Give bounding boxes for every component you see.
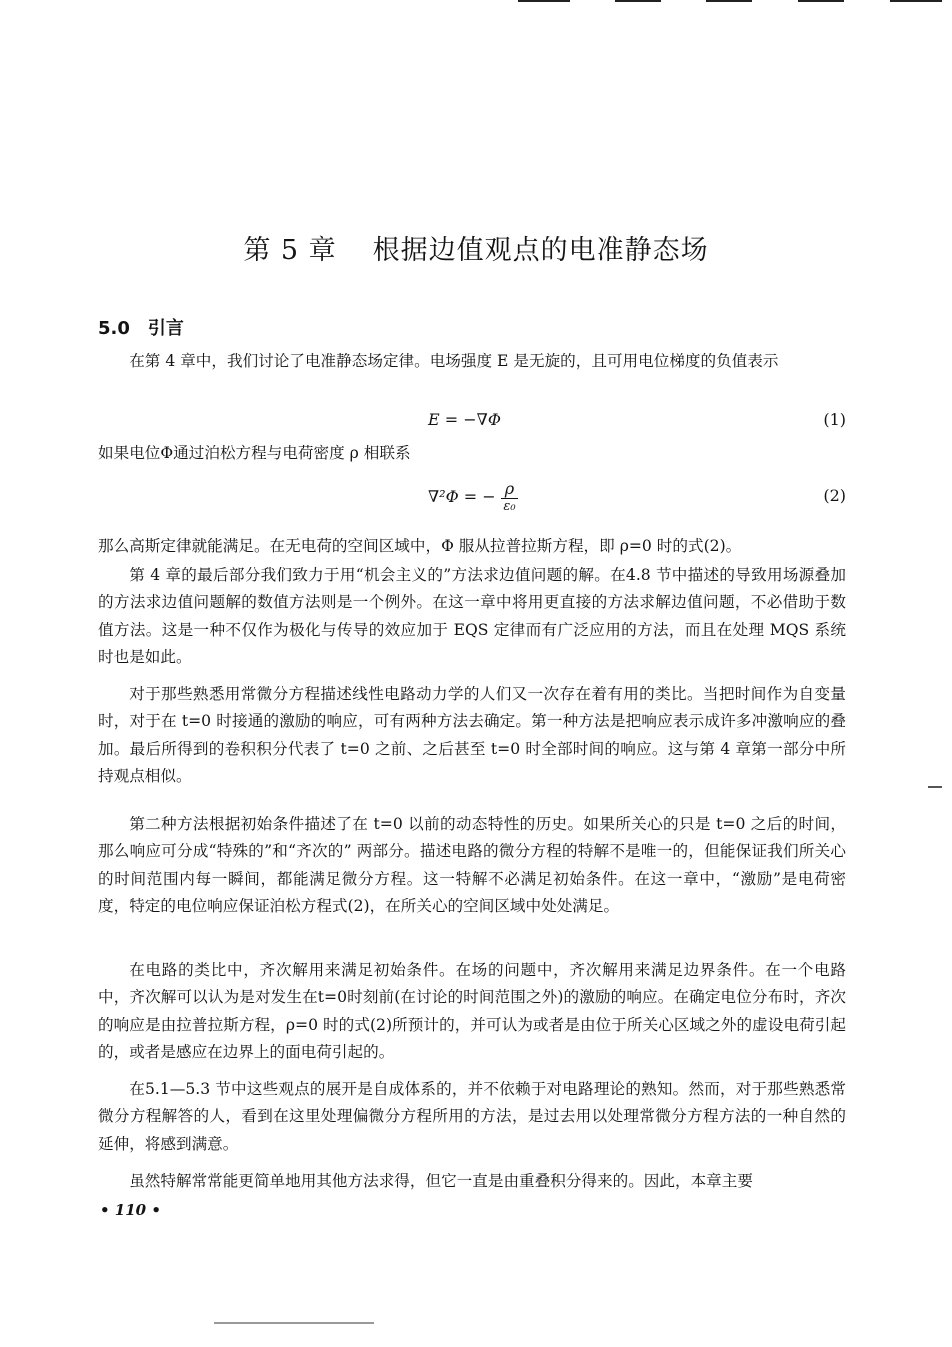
top-rule	[518, 0, 570, 2]
paragraph: 那么高斯定律就能满足。在无电荷的空间区域中，Φ 服从拉普拉斯方程，即 ρ=0 时的式(2)。	[98, 537, 742, 555]
equation-lhs: ∇²Φ	[428, 487, 459, 506]
page-number: • 110 •	[100, 1201, 161, 1219]
bottom-scan-mark	[214, 1322, 374, 1324]
paragraph: 在5.1—5.3 节中这些观点的展开是自成体系的，并不依赖于对电路理论的熟知。然而，对于那些熟悉常微分方程解答的人，看到在这里处理偏微分方程所用的方法，是过去用以处理常微分方程方法的一种自然的延伸，将感到满意。	[98, 1080, 846, 1153]
fraction-denominator: ε₀	[503, 499, 516, 514]
paragraph: 如果电位Φ通过泊松方程与电荷密度 ρ 相联系	[98, 444, 411, 462]
paragraph: 对于那些熟悉用常微分方程描述线性电路动力学的人们又一次存在着有用的类比。当把时间作为自变量时，对于在 t=0 时接通的激励的响应，可有两种方法去确定。第一种方法是把响应表示成许多冲激响应的叠加。最后所得到的卷积积分代表了 t=0 之前、之后甚至 t=0 时全部时间的响应。这与第 4 章第一部分中所持观点相似。	[98, 685, 846, 785]
top-rule	[890, 0, 942, 2]
equation-operator: = −	[463, 487, 496, 506]
equation-1	[428, 410, 501, 429]
section-number: 5.0	[98, 318, 130, 339]
paragraph: 虽然特解常常能更简单地用其他方法求得，但它一直是由重叠积分得来的。因此，本章主要	[129, 1172, 753, 1190]
equation-number: (2)	[823, 486, 846, 505]
equation-lhs: E	[428, 410, 440, 429]
paragraph: 第 4 章的最后部分我们致力于用“机会主义的”方法求边值问题的解。在4.8 节中描述的导致用场源叠加的方法求边值问题解的数值方法则是一个例外。在这一章中将用更直接的方法求解边值问题，不必借助于数值方法。这是一种不仅作为极化与传导的效应加于 EQS 定律而有广泛应用的方法，而且在处理 MQS 系统时也是如此。	[98, 566, 846, 666]
section-title: 引言	[147, 318, 184, 339]
paragraph: 在电路的类比中，齐次解用来满足初始条件。在场的问题中，齐次解用来满足边界条件。在一个电路中，齐次解可以认为是对发生在t=0时刻前(在讨论的时间范围之外)的激励的响应。在确定电位分布时，齐次的响应是由拉普拉斯方程，ρ=0 时的式(2)所预计的，并可认为或者是由位于所关心区域之外的虚设电荷引起的，或者是感应在边界上的面电荷引起的。	[98, 961, 846, 1061]
chapter-title: 根据边值观点的电准静态场	[372, 235, 709, 266]
fraction-numerator: ρ	[501, 480, 518, 499]
margin-mark	[928, 786, 942, 788]
paragraph: 在第 4 章中，我们讨论了电准静态场定律。电场强度 E 是无旋的，且可用电位梯度的负值表示	[129, 352, 779, 370]
paragraph: 第二种方法根据初始条件描述了在 t=0 以前的动态特性的历史。如果所关心的只是 t=0 之后的时间，那么响应可分成“特殊的”和“齐次的” 两部分。描述电路的微分方程的特解不是唯一的，但能保证我们所关心的时间范围内每一瞬间，都能满足微分方程。这一特解不必满足初始条件。在这一章中，“激励”是电荷密度，特定的电位响应保证泊松方程式(2)，在所关心的空间区域中处处满足。	[98, 815, 846, 915]
equation-rhs: = −∇Φ	[444, 410, 501, 429]
chapter-heading	[0, 228, 952, 267]
fraction	[501, 480, 518, 515]
equation-2	[428, 480, 518, 515]
top-rule	[615, 0, 661, 2]
chapter-number: 第 5 章	[243, 235, 337, 266]
equation-number: (1)	[823, 410, 846, 429]
top-rule	[706, 0, 752, 2]
top-rule	[798, 0, 844, 2]
section-heading	[98, 314, 184, 340]
